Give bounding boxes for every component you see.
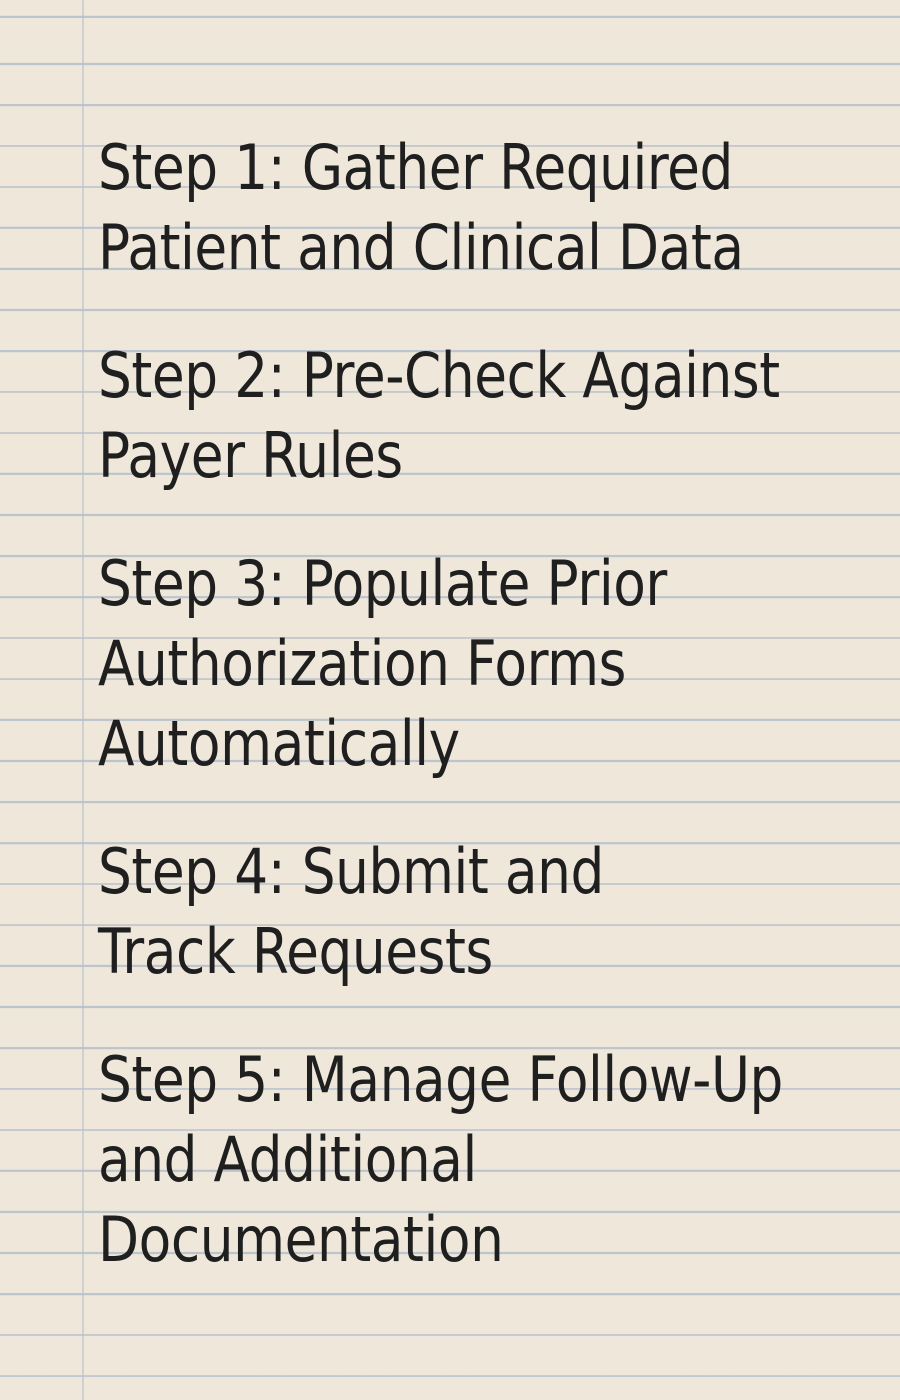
margin-line xyxy=(82,0,84,1400)
step-line: Patient and Clinical Data xyxy=(98,211,744,284)
step-line: Step 1: Gather Required xyxy=(98,131,733,204)
step-item xyxy=(98,1040,878,1280)
step-line: Step 2: Pre-Check Against xyxy=(98,339,780,412)
step-item xyxy=(98,128,878,288)
step-line: and Additional xyxy=(98,1123,477,1196)
step-line: Step 3: Populate Prior xyxy=(98,547,667,620)
step-item xyxy=(98,544,878,784)
step-line: Automatically xyxy=(98,707,460,780)
step-text xyxy=(98,336,876,496)
step-line: Payer Rules xyxy=(98,419,403,492)
steps-list xyxy=(98,128,878,1328)
step-text xyxy=(98,128,876,288)
step-line: Documentation xyxy=(98,1203,504,1276)
step-item xyxy=(98,336,878,496)
step-line: Track Requests xyxy=(98,915,493,988)
step-text xyxy=(98,1040,876,1280)
step-line: Step 5: Manage Follow-Up xyxy=(98,1043,783,1116)
step-item xyxy=(98,832,878,992)
step-line: Authorization Forms xyxy=(98,627,626,700)
step-text xyxy=(98,544,876,784)
step-text xyxy=(98,832,876,992)
step-line: Step 4: Submit and xyxy=(98,835,604,908)
